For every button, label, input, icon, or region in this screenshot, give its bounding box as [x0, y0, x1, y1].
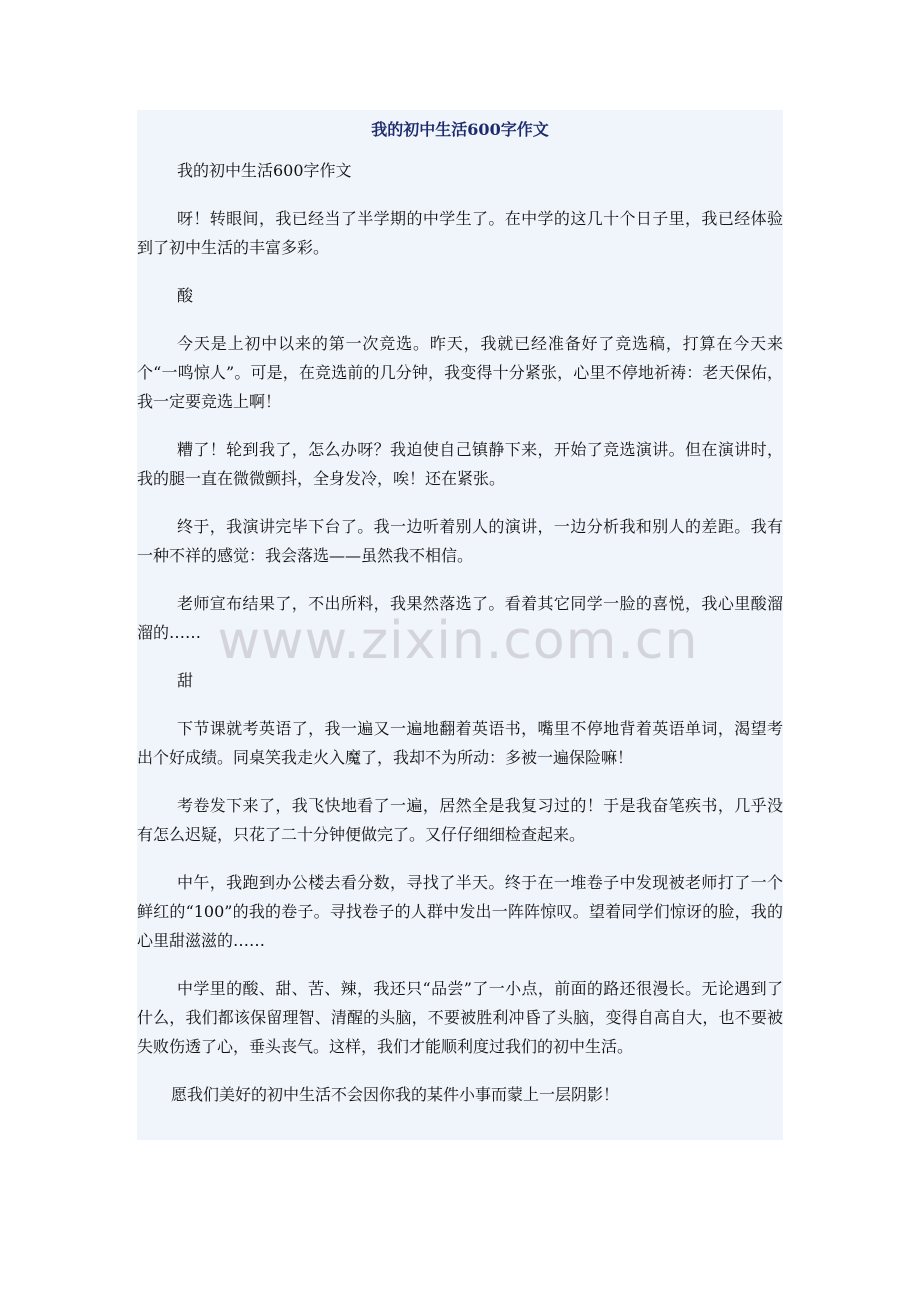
- page-title: 我的初中生活600字作文: [371, 120, 549, 139]
- article-block: [137, 110, 783, 1140]
- article-body: [137, 156, 783, 1109]
- paragraph-subtitle: 我的初中生活600字作文: [177, 161, 352, 180]
- paragraph-exam: 考卷发下来了，我飞快地看了一遍，居然全是我复习过的！于是我奋笔疾书，几乎没有怎么迟疑，只花了二十分钟便做完了。又仔仔细细检查起来。: [137, 796, 783, 844]
- paragraph-english-study: 下节课就考英语了，我一遍又一遍地翻着英语书，嘴里不停地背着英语单词，渴望考出个好成绩。同桌笑我走火入魔了，我却不为所动：多被一遍保险嘛！: [137, 719, 783, 767]
- section-heading-sour: 酸: [177, 286, 194, 305]
- watermark-text: www.zixin.com.cn: [217, 611, 699, 671]
- paragraph-reflection: 中学里的酸、甜、苦、辣，我还只“品尝”了一小点，前面的路还很漫长。无论遇到了什么，我们都该保留理智、清醒的头脑，不要被胜利冲昏了头脑，变得自高自大，也不要被失败伤透了心，垂头丧气。这样，我们才能顺利度过我们的初中生活。: [137, 979, 783, 1056]
- paragraph-closing: 愿我们美好的初中生活不会因你我的某件小事而蒙上一层阴影！: [171, 1085, 620, 1104]
- paragraph-score: 中午，我跑到办公楼去看分数，寻找了半天。终于在一堆卷子中发现被老师打了一个鲜红的“100”的我的卷子。寻找卷子的人群中发出一阵阵惊叹。望着同学们惊讶的脸，我的心里甜滋滋的……: [137, 873, 783, 950]
- paragraph-intro: 呀！转眼间，我已经当了半学期的中学生了。在中学的这几十个日子里，我已经体验到了初中生活的丰富多彩。: [137, 209, 783, 257]
- paragraph-result: 老师宣布结果了，不出所料，我果然落选了。看着其它同学一脸的喜悦，我心里酸溜溜的……: [137, 594, 783, 642]
- section-heading-sweet: 甜: [177, 671, 194, 690]
- paragraph-finish-speech: 终于，我演讲完毕下台了。我一边听着别人的演讲，一边分析我和别人的差距。我有一种不祥的感觉：我会落选——虽然我不相信。: [137, 517, 783, 565]
- paragraph-speech: 糟了！轮到我了，怎么办呀？我迫使自己镇静下来，开始了竞选演讲。但在演讲时，我的腿一直在微微颤抖，全身发冷，唉！还在紧张。: [137, 440, 783, 488]
- paragraph-election: 今天是上初中以来的第一次竞选。昨天，我就已经准备好了竞选稿，打算在今天来个“一鸣惊人”。可是，在竞选前的几分钟，我变得十分紧张，心里不停地祈祷：老天保佑，我一定要竞选上啊！: [137, 334, 783, 411]
